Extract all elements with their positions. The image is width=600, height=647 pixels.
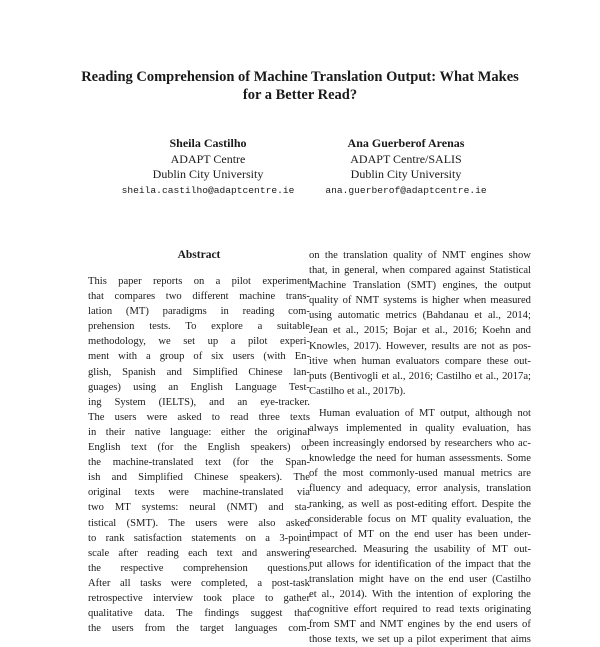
text-line: in their native language: either the original <box>88 426 310 438</box>
abstract-heading: Abstract <box>177 249 221 261</box>
text-line: ing System (IELTS), and an eye-tracker. <box>88 396 310 408</box>
title-line-1: Reading Comprehension of Machine Translation Output: What Makes <box>81 69 519 85</box>
body-paragraph-2 <box>309 406 531 647</box>
text-line: prehension tests. To explore a suitable <box>88 321 310 333</box>
text-line: et al., 2014). With the intention of exploring the <box>309 589 531 601</box>
body-column <box>309 248 531 647</box>
text-line: itive when human evaluators compare these out- <box>309 355 531 367</box>
author-affiliation: ADAPT Centre <box>170 151 246 166</box>
text-line: tistical (SMT). The users were also asked <box>88 517 310 529</box>
text-line: Machine Translation (SMT) engines, the output <box>309 280 531 292</box>
text-line: that, in general, when compared against Statistical <box>309 265 531 277</box>
text-line: English text (for the English speakers) or <box>88 442 310 454</box>
text-line: using automatic metrics (Bahdanau et al., 2014; <box>309 310 531 322</box>
author-name: Sheila Castilho <box>169 136 247 150</box>
text-line: methodology, we set up a pilot experi- <box>88 336 310 348</box>
title-line-2: for a Better Read? <box>242 87 358 103</box>
text-line: Knowles, 2017). However, results are not as pos- <box>309 340 531 352</box>
text-line: glish, Spanish and Simplified Chinese lan- <box>88 366 310 378</box>
body-paragraph-1 <box>309 248 531 399</box>
text-line: scale after reading each text and answering <box>88 547 310 559</box>
text-line: been increasingly endorsed by researchers who ac- <box>309 438 531 450</box>
author-block-2 <box>286 136 526 198</box>
text-line: put allows for identification of the impact that the <box>309 558 531 570</box>
text-line: guages) using an English Language Test- <box>88 381 310 393</box>
text-line: those texts, we set up a pilot experiment that aims <box>309 634 531 646</box>
paper-title <box>40 68 560 104</box>
text-line: qualitative data. The findings suggest that <box>88 608 310 620</box>
text-line: puts (Bentivogli et al., 2016; Castilho et al., 2017a; <box>309 370 531 382</box>
text-line: from SMT and NMT engines by the end users of <box>309 619 531 631</box>
author-email[interactable]: ana.guerberof@adaptcentre.ie <box>325 184 487 196</box>
text-line: that compares two different machine trans- <box>88 291 310 303</box>
text-line: impact of MT on the end user has been under- <box>309 528 531 540</box>
text-line: to rank satisfaction statements on a 3-point <box>88 532 310 544</box>
author-university: Dublin City University <box>350 167 462 181</box>
text-line: translation might have on the end user (Castilho <box>309 573 531 585</box>
text-line: researched. Measuring the usability of MT out- <box>309 543 531 555</box>
text-line: original texts were machine-translated via <box>88 487 310 499</box>
text-line: ment with a group of six users (with En- <box>88 351 310 363</box>
text-line: ish and Simplified Chinese speakers). The <box>88 472 310 484</box>
text-line: cognitive effort required to read texts originating <box>309 604 531 616</box>
text-line: the machine-translated text (for the Span- <box>88 457 310 469</box>
author-affiliation: ADAPT Centre/SALIS <box>350 151 462 166</box>
text-line: of the most commonly-used manual metrics are <box>309 468 531 480</box>
text-line: Castilho et al., 2017b). <box>309 385 406 397</box>
text-line: knowledge the need for human assessments. Some <box>309 453 531 465</box>
text-line: ranking, as well as post-editing effort. Despite the <box>309 498 531 510</box>
abstract-text <box>88 274 310 636</box>
text-line: After all tasks were completed, a post-task <box>88 577 310 589</box>
author-email[interactable]: sheila.castilho@adaptcentre.ie <box>121 184 295 196</box>
paragraph-gap <box>309 399 531 406</box>
author-name: Ana Guerberof Arenas <box>347 136 465 150</box>
text-line: the respective comprehension questions. <box>88 562 310 574</box>
text-line: the users from the target languages com- <box>88 623 310 635</box>
text-line: This paper reports on a pilot experiment <box>88 276 310 287</box>
text-line: lation (MT) paradigms in reading com- <box>88 306 310 318</box>
text-line: always implemented in quality evaluation, has <box>309 423 531 435</box>
text-line: two MT systems: neural (NMT) and sta- <box>88 502 310 514</box>
text-line: fluency and adequacy, error analysis, translation <box>309 483 531 495</box>
text-line: Jean et al., 2015; Bojar et al., 2016; Koehn and <box>309 325 531 337</box>
text-line: considerable focus on MT quality evaluation, the <box>309 513 531 525</box>
abstract-column <box>88 248 310 636</box>
text-line: retrospective interview took place to gather <box>88 592 310 604</box>
text-line: quality of NMT systems is higher when measured <box>309 295 531 307</box>
text-line: on the translation quality of NMT engines show <box>309 250 531 261</box>
text-line: Human evaluation of MT output, although not <box>319 407 531 419</box>
text-line: The users were asked to read three texts <box>88 411 310 423</box>
author-university: Dublin City University <box>152 167 264 181</box>
